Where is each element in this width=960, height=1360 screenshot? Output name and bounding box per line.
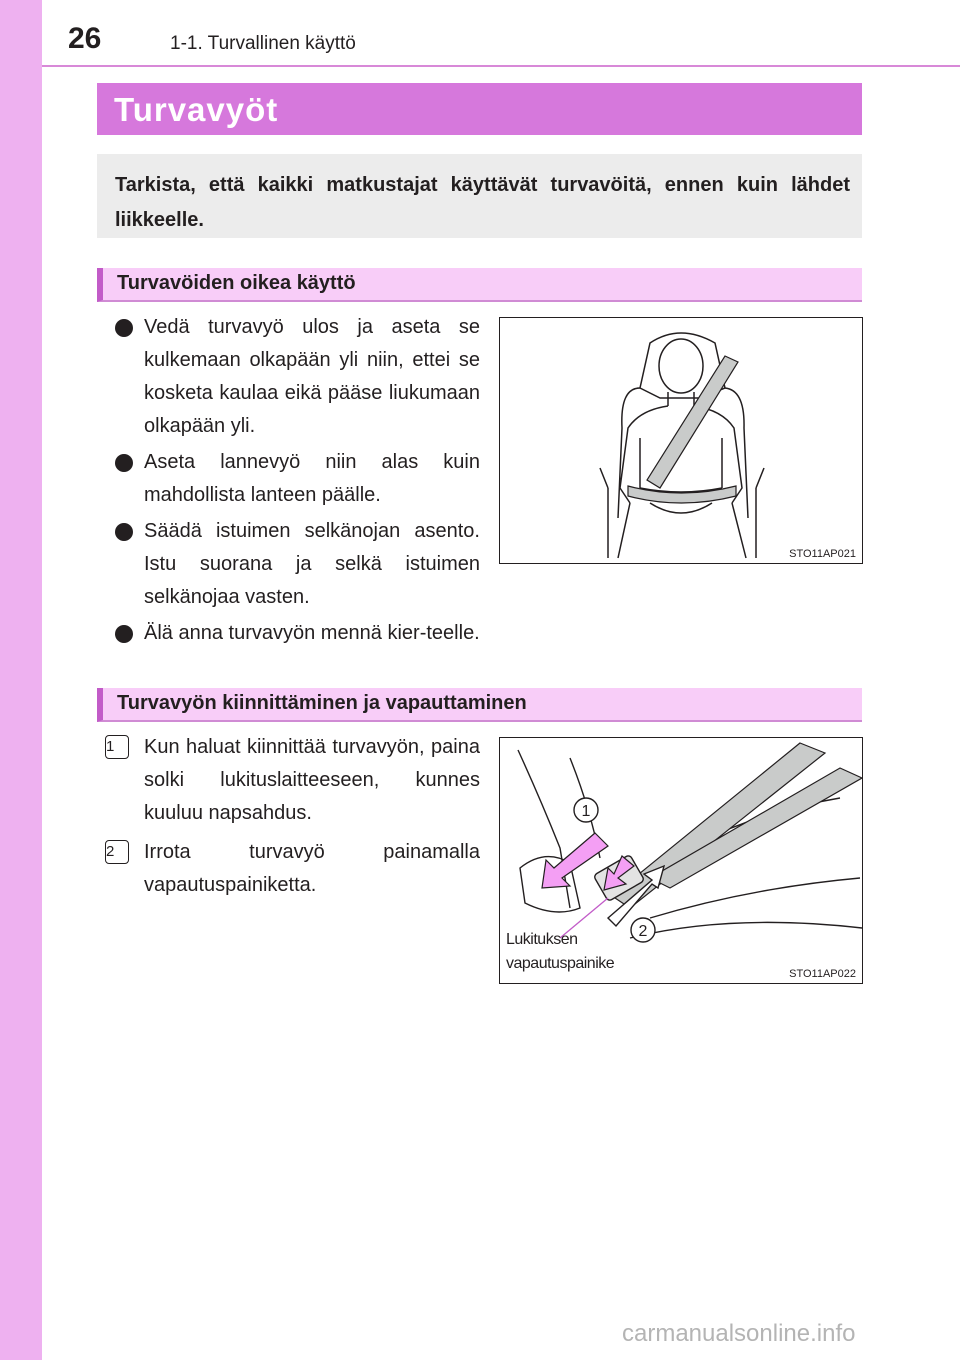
chapter-header: 1-1. Turvallinen käyttö xyxy=(170,33,356,54)
bullet-text: Vedä turvavyö ulos ja aseta se kulkemaan olkapään yli niin, ettei se kosketa kaulaa eikä pääse liukumaan olkapään yli. xyxy=(144,316,480,437)
page-title: Turvavyöt xyxy=(114,91,279,128)
watermark: carmanualsonline.info xyxy=(622,1320,856,1347)
label-line-1: Lukituksen xyxy=(506,931,578,948)
list-item xyxy=(105,836,480,902)
bullet-icon xyxy=(115,523,133,541)
bullet-icon xyxy=(115,454,133,472)
section-heading-correct-use xyxy=(97,268,862,302)
section-title: Turvavyön kiinnittäminen ja vapauttaminen xyxy=(117,692,527,714)
section-heading-fasten-release xyxy=(97,688,862,722)
figure-code: STO11AP021 xyxy=(789,548,856,560)
seated-person-illustration xyxy=(500,318,862,563)
list-item xyxy=(115,515,480,614)
figure-code: STO11AP022 xyxy=(789,968,856,980)
callout-1: 1 xyxy=(581,803,591,820)
list-item xyxy=(105,731,480,830)
bullet-text: Älä anna turvavyön mennä kier-teelle. xyxy=(144,622,480,644)
section-title: Turvavöiden oikea käyttö xyxy=(117,272,356,294)
list-item xyxy=(115,617,480,650)
step-text: Kun haluat kiinnittää turvavyön, paina solki lukituslaitteeseen, kunnes kuuluu napsahdus. xyxy=(144,736,480,824)
header-rule xyxy=(42,65,960,67)
side-band xyxy=(0,0,42,1360)
bullet-text: Säädä istuimen selkänojan asento. Istu suorana ja selkä istuimen selkänojaa vasten. xyxy=(144,520,480,608)
title-bar xyxy=(97,83,862,135)
buckle-illustration xyxy=(499,737,863,984)
bullet-icon xyxy=(115,625,133,643)
bullet-list xyxy=(115,311,480,653)
step-text: Irrota turvavyö painamalla vapautuspainiketta. xyxy=(144,841,480,896)
seatbelt-wearing-illustration xyxy=(499,317,863,564)
bullet-text: Aseta lannevyö niin alas kuin mahdollista lanteen päälle. xyxy=(144,451,480,506)
label-line-2: vapautuspainike xyxy=(506,955,615,972)
list-item xyxy=(115,446,480,512)
step-number: 1 xyxy=(105,735,129,759)
callout-2: 2 xyxy=(638,923,648,940)
release-button-label xyxy=(506,928,614,976)
list-item xyxy=(115,311,480,443)
bullet-icon xyxy=(115,319,133,337)
step-list xyxy=(105,731,480,908)
page-number: 26 xyxy=(68,22,102,55)
step-number: 2 xyxy=(105,840,129,864)
intro-box xyxy=(97,154,862,238)
intro-text: Tarkista, että kaikki matkustajat käyttävät turvavöitä, ennen kuin lähdet liikkeelle. xyxy=(115,174,850,231)
